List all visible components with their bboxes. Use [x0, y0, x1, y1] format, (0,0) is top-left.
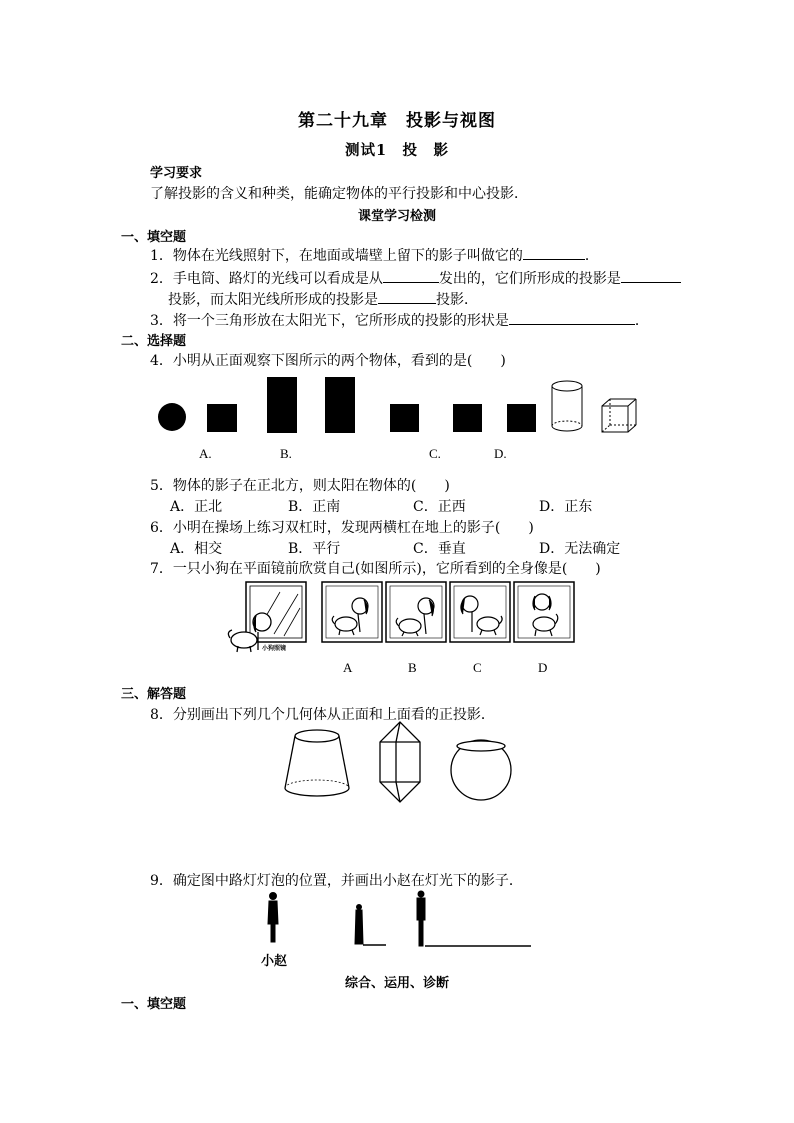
study-heading: 学习要求	[150, 166, 203, 181]
question-3	[150, 310, 649, 330]
section-fill-2: 一、填空题	[121, 997, 187, 1012]
section-answer: 三、解答题	[121, 687, 187, 702]
q5-option-a[interactable]: A．正北	[170, 499, 223, 515]
person-short-icon	[355, 905, 363, 945]
q4-option-a[interactable]: A.	[199, 446, 212, 461]
q5-option-c[interactable]: C．正西	[413, 499, 466, 515]
square-d2	[507, 404, 536, 432]
q3-text: 3．将一个三角形放在太阳光下，它所形成的投影的形状是	[150, 313, 509, 329]
question-5: 5．物体的影子在正北方，则太阳在物体的( )	[150, 478, 450, 494]
q4-option-d[interactable]: D.	[494, 446, 507, 461]
class-check-heading: 课堂学习检测	[357, 209, 436, 224]
q6-option-d[interactable]: D．无法确定	[539, 541, 621, 557]
q2-text-a: 2．手电筒、路灯的光线可以看成是从	[150, 271, 383, 287]
q3-blank[interactable]	[509, 310, 635, 325]
rect-b1	[267, 377, 297, 433]
question-6: 6．小明在操场上练习双杠时，发现两横杠在地上的影子( )	[150, 520, 534, 536]
section-fill: 一、填空题	[121, 230, 187, 245]
question-7: 7．一只小狗在平面镜前欣赏自己(如图所示)，它所看到的全身像是( )	[150, 561, 601, 577]
chapter-title: 第二十九章 投影与视图	[298, 111, 496, 131]
cylinder-icon	[552, 381, 582, 431]
dog-option-c	[450, 582, 510, 642]
question-8: 8．分别画出下列几个几何体从正面和上面看的正投影．	[150, 707, 495, 723]
square-c1	[390, 404, 419, 432]
dog-option-b	[386, 582, 446, 642]
q5-option-d[interactable]: D．正东	[539, 499, 593, 515]
dog-option-a	[322, 582, 382, 642]
q6-option-c[interactable]: C．垂直	[413, 541, 466, 557]
frustum-icon	[285, 730, 349, 796]
q2-blank-2[interactable]	[621, 268, 681, 283]
q6-option-b[interactable]: B．平行	[288, 541, 341, 557]
q7-caption: 小狗照镜	[261, 645, 287, 652]
q3-end: ．	[634, 313, 649, 329]
comprehensive-heading: 综合、运用、诊断	[344, 976, 449, 991]
person-label: 小赵	[261, 954, 288, 969]
q4-option-c[interactable]: C.	[429, 446, 441, 461]
study-text: 了解投影的含义和种类，能确定物体的平行投影和中心投影．	[150, 186, 528, 202]
person-xiaozhao-icon	[268, 893, 278, 943]
q1-end: ．	[584, 248, 599, 264]
q4-option-b[interactable]: B.	[280, 446, 292, 461]
square-d1	[453, 404, 482, 432]
person-tall-icon	[417, 891, 425, 946]
q7-figure	[222, 580, 572, 658]
cube-icon	[602, 399, 636, 432]
rect-b2	[325, 377, 355, 433]
q9-figure	[255, 890, 545, 960]
q4-figure	[150, 372, 650, 442]
square-a	[207, 404, 237, 432]
q1-text: 1．物体在光线照射下，在地面或墙壁上留下的影子叫做它的	[150, 248, 523, 264]
q7-option-d[interactable]: D	[538, 660, 548, 675]
hexagonal-bipyramid-prism-icon	[380, 722, 420, 802]
q5-option-b[interactable]: B．正南	[288, 499, 341, 515]
q7-option-c[interactable]: C	[473, 660, 482, 675]
q2-text-b: 发出的，它们所形成的投影是	[438, 271, 621, 287]
q2-text-d: 投影．	[436, 292, 478, 308]
section-choice: 二、选择题	[121, 334, 187, 349]
dog-option-d	[514, 582, 574, 642]
sphere-icon	[158, 403, 186, 431]
mirror-scene	[246, 582, 306, 642]
test-title: 测试1 投 影	[344, 142, 450, 159]
question-2-line2	[168, 289, 478, 309]
q2-blank-1[interactable]	[383, 268, 439, 283]
q8-figure	[280, 718, 520, 808]
q2-text-c: 投影，而太阳光线所形成的投影是	[168, 292, 378, 308]
q7-option-a[interactable]: A	[343, 660, 353, 675]
q2-blank-3[interactable]	[378, 289, 436, 304]
truncated-sphere-icon	[451, 740, 511, 800]
q1-blank[interactable]	[523, 245, 585, 260]
q6-option-a[interactable]: A．相交	[170, 541, 223, 557]
question-2-line1	[150, 268, 681, 288]
question-9: 9．确定图中路灯灯泡的位置，并画出小赵在灯光下的影子．	[150, 873, 523, 889]
question-4: 4．小明从正面观察下图所示的两个物体，看到的是( )	[150, 353, 506, 369]
question-1	[150, 245, 599, 265]
q7-option-b[interactable]: B	[408, 660, 417, 675]
